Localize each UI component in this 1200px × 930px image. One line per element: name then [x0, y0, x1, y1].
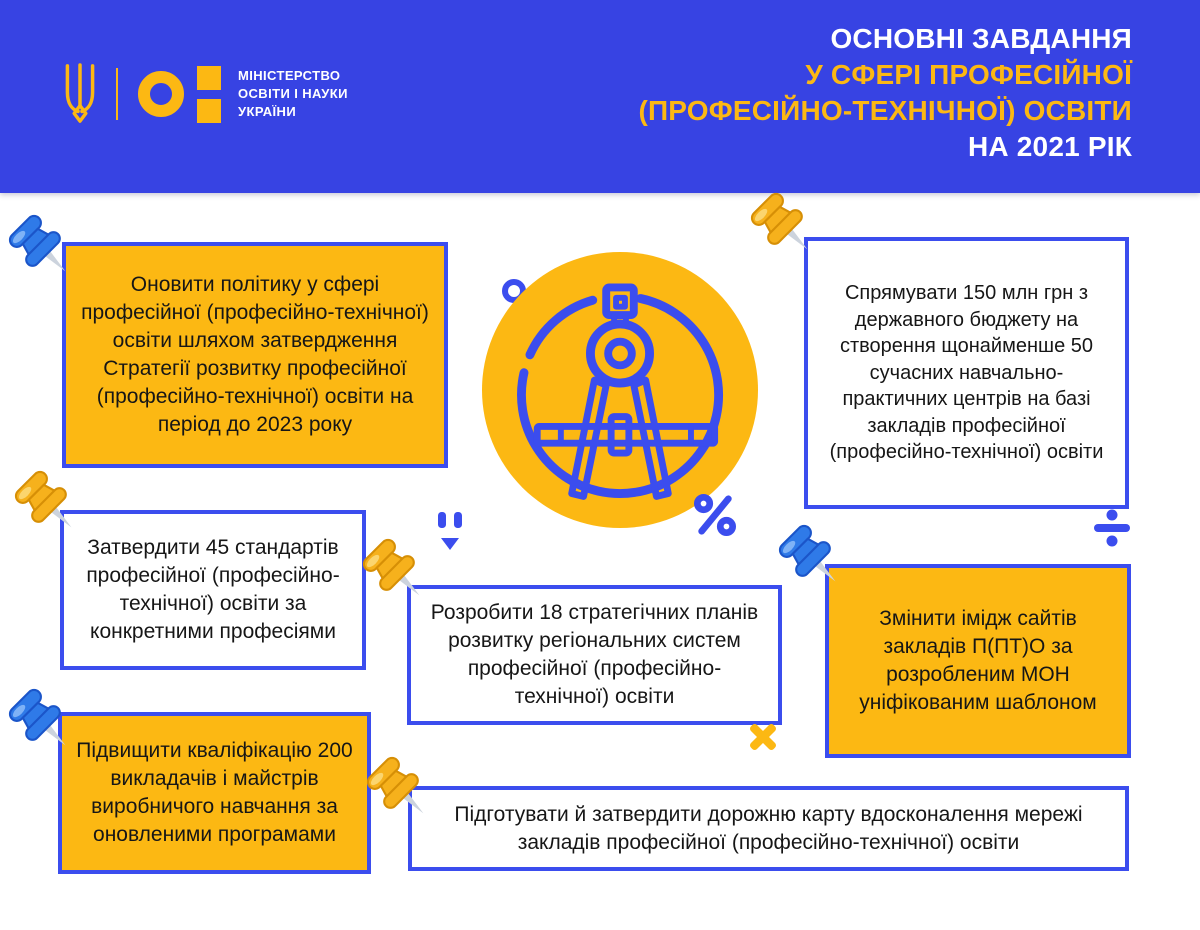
- ministry-name-line: МІНІСТЕРСТВО: [238, 68, 341, 84]
- multiply-icon: [746, 720, 780, 754]
- mon-logomark-o: [138, 71, 184, 117]
- title-line-2: У СФЕРІ ПРОФЕСІЙНОЇ: [805, 59, 1132, 90]
- percent-icon: [694, 494, 736, 536]
- merge-down-icon: [437, 512, 463, 552]
- title-line-1: ОСНОВНІ ЗАВДАННЯ: [830, 23, 1132, 54]
- mon-logo: [60, 62, 348, 126]
- ministry-name-line: ОСВІТИ І НАУКИ: [238, 86, 348, 102]
- header: [0, 0, 1200, 193]
- trident-icon: [60, 63, 100, 125]
- task-text: Змінити імідж сайтів закладів П(ПТ)О за розробленим МОН уніфікованим шаблоном: [859, 607, 1097, 714]
- task-text: Розробити 18 стратегічних планів розвитку регіональних систем професійної (професійно-технічної) освіти: [430, 601, 759, 708]
- drafting-compass-icon: [482, 252, 758, 528]
- task-text: Оновити політику у сфері професійної (професійно-технічної) освіти шляхом затвердження Стратегії розвитку професійної (професійно-технічної) освіти на період до 2023 року: [81, 273, 429, 436]
- mon-logomark-colon: [197, 66, 221, 123]
- task-text: Підвищити кваліфікацію 200 викладачів і майстрів виробничого навчання за оновленими програмами: [76, 739, 353, 846]
- task-card-approve-roadmap: [408, 786, 1129, 871]
- compass-circle-illustration: [482, 252, 758, 528]
- logo-divider: [116, 68, 118, 120]
- title-line-3: (ПРОФЕСІЙНО-ТЕХНІЧНОЇ) ОСВІТИ: [638, 95, 1132, 126]
- page-title: [638, 21, 1132, 165]
- task-card-update-policy: [62, 242, 448, 468]
- divide-icon: [1092, 508, 1132, 548]
- title-line-4: НА 2021 РІК: [967, 131, 1132, 162]
- task-card-direct-budget-funds: [804, 237, 1129, 509]
- task-text: Затвердити 45 стандартів професійної (професійно-технічної) освіти за конкретними професіями: [86, 536, 340, 643]
- task-card-approve-standards: [60, 510, 366, 670]
- ministry-name-line: УКРАЇНИ: [238, 103, 297, 119]
- task-card-upgrade-qualification: [58, 712, 371, 874]
- task-card-change-website-image: [825, 564, 1131, 758]
- task-card-develop-regional-plans: [407, 585, 782, 725]
- ministry-name: [238, 67, 348, 120]
- task-text: Спрямувати 150 млн грн з державного бюджету на створення щонайменше 50 сучасних навчально-практичних центрів на базі закладів професійної (професійно-технічної) освіти: [829, 281, 1104, 464]
- task-text: Підготувати й затвердити дорожню карту вдосконалення мережі закладів професійної (професійно-технічної) освіти: [454, 802, 1083, 854]
